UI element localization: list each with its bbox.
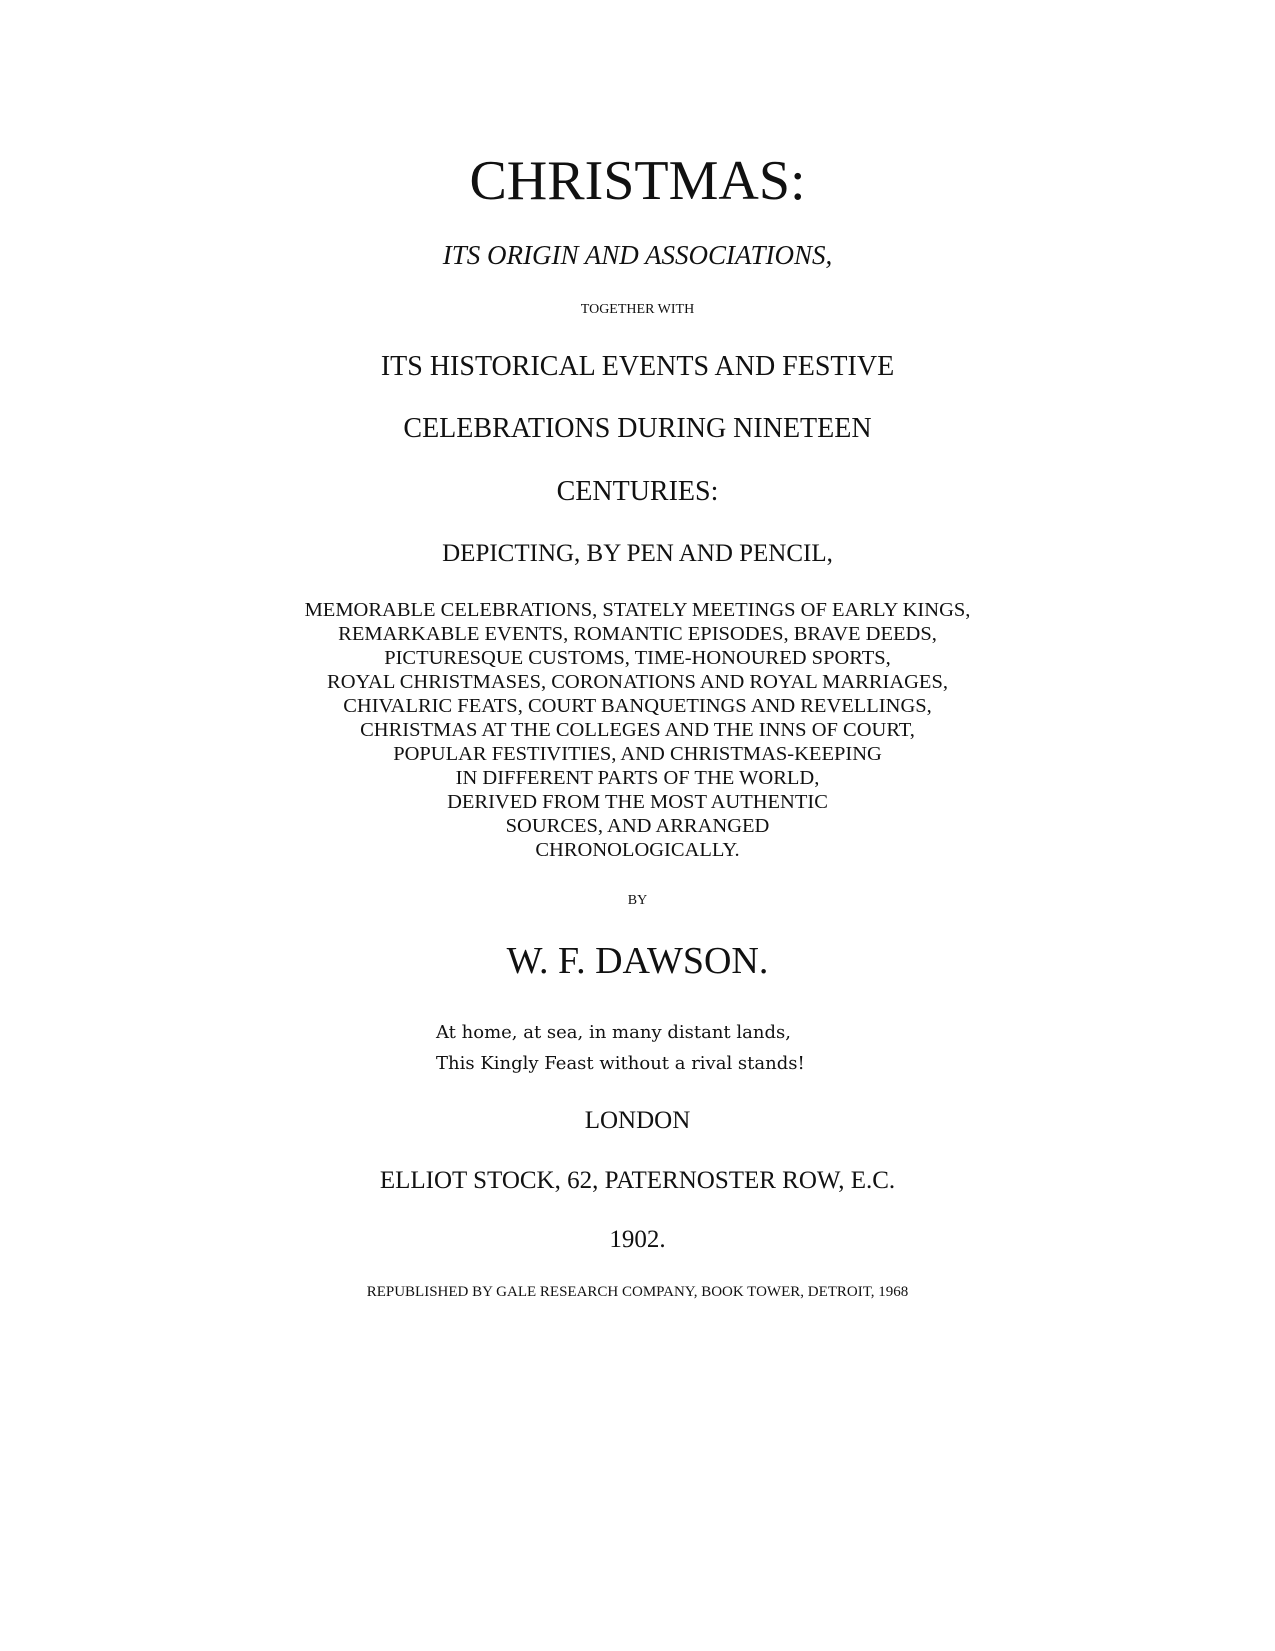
epigraph bbox=[436, 1017, 805, 1079]
headline-line: ITS HISTORICAL EVENTS AND FESTIVE bbox=[380, 351, 895, 382]
book-subtitle: ITS ORIGIN AND ASSOCIATIONS, bbox=[442, 240, 833, 270]
contents-line: PICTURESQUE CUSTOMS, TIME-HONOURED SPORTS, bbox=[384, 647, 891, 669]
contents-line: POPULAR FESTIVITIES, AND CHRISTMAS-KEEPING bbox=[393, 743, 882, 765]
depicting-line: DEPICTING, BY PEN AND PENCIL, bbox=[442, 540, 833, 567]
headline-line: CENTURIES: bbox=[556, 476, 719, 507]
contents-line: DERIVED FROM THE MOST AUTHENTIC bbox=[447, 791, 828, 813]
author-name: W. F. DAWSON. bbox=[506, 940, 769, 982]
by-label: BY bbox=[627, 893, 648, 908]
contents-line: CHRISTMAS AT THE COLLEGES AND THE INNS OF COURT, bbox=[360, 719, 915, 741]
headline-line: CELEBRATIONS DURING NINETEEN bbox=[403, 413, 872, 444]
contents-line: REMARKABLE EVENTS, ROMANTIC EPISODES, BRAVE DEEDS, bbox=[338, 623, 937, 645]
publication-place: LONDON bbox=[584, 1107, 691, 1134]
contents-line: CHIVALRIC FEATS, COURT BANQUETINGS AND REVELLINGS, bbox=[343, 695, 932, 717]
publisher: ELLIOT STOCK, 62, PATERNOSTER ROW, E.C. bbox=[379, 1167, 896, 1194]
republication-note: REPUBLISHED BY GALE RESEARCH COMPANY, BOOK TOWER, DETROIT, 1968 bbox=[366, 1284, 909, 1300]
contents-line: CHRONOLOGICALLY. bbox=[535, 839, 740, 861]
book-title: CHRISTMAS: bbox=[469, 150, 806, 212]
together-with: TOGETHER WITH bbox=[580, 302, 695, 317]
contents-line: ROYAL CHRISTMASES, CORONATIONS AND ROYAL MARRIAGES, bbox=[327, 671, 948, 693]
publication-year: 1902. bbox=[609, 1226, 666, 1253]
contents-list bbox=[0, 598, 1275, 862]
contents-line: IN DIFFERENT PARTS OF THE WORLD, bbox=[455, 767, 820, 789]
epigraph-line: This Kingly Feast without a rival stands! bbox=[436, 1053, 805, 1074]
epigraph-line: At home, at sea, in many distant lands, bbox=[436, 1022, 791, 1043]
contents-line: SOURCES, AND ARRANGED bbox=[505, 815, 770, 837]
contents-line: MEMORABLE CELEBRATIONS, STATELY MEETINGS OF EARLY KINGS, bbox=[304, 599, 971, 621]
